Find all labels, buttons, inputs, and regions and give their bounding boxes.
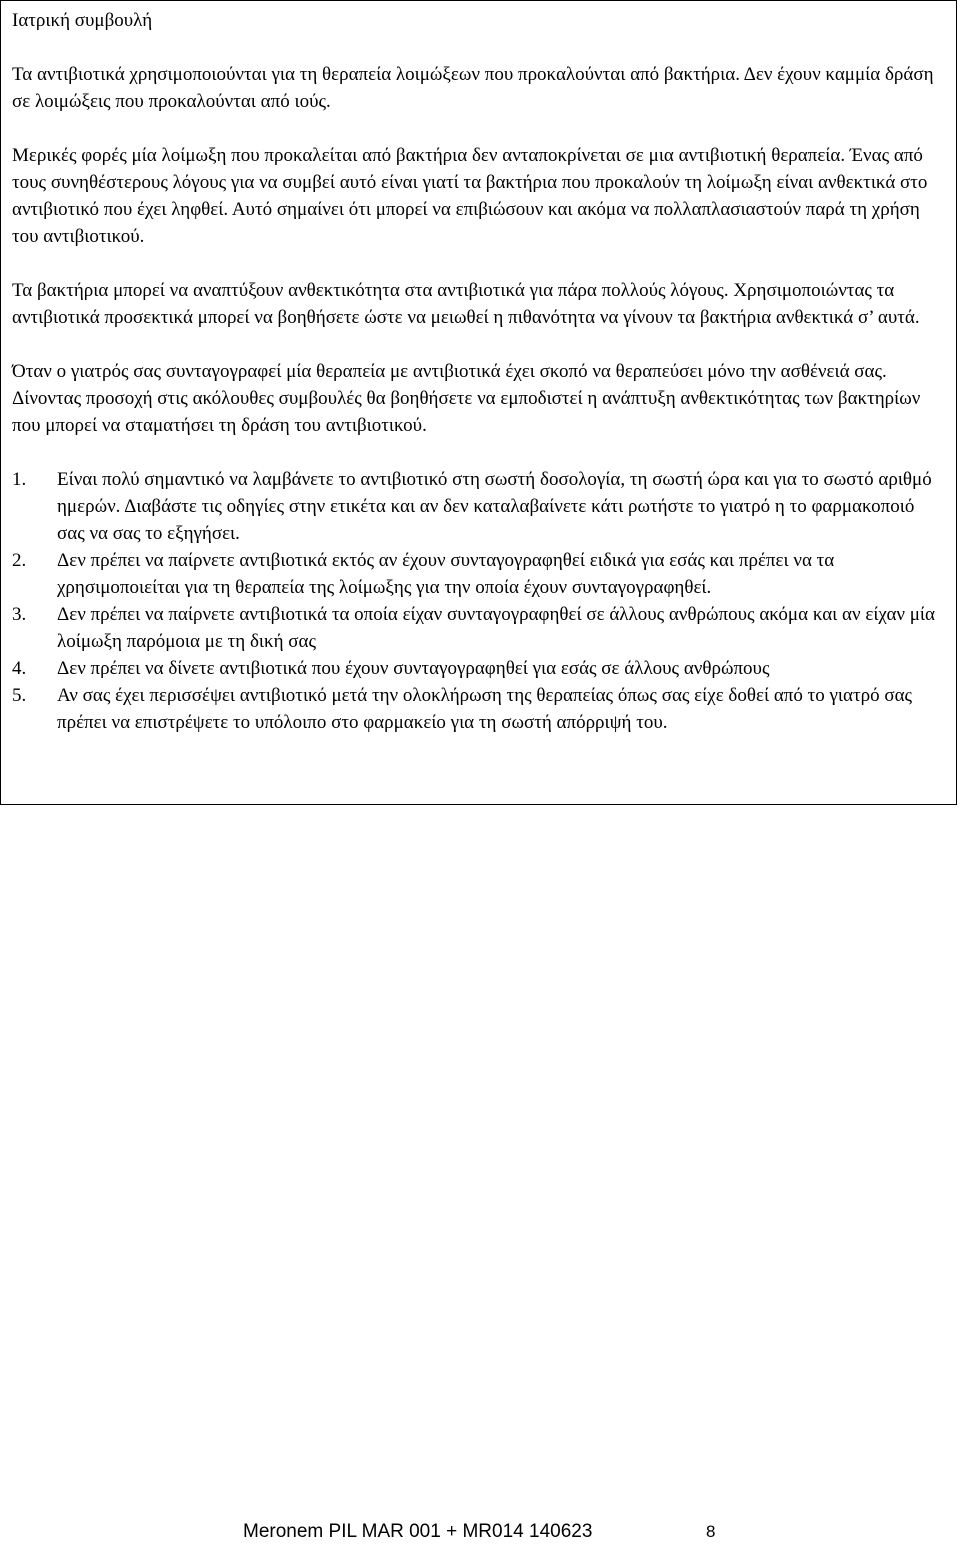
list-item — [12, 601, 942, 655]
list-item — [12, 655, 942, 682]
list-item-text: Αν σας έχει περισσέψει αντιβιοτικό μετά την ολοκλήρωση της θεραπείας όπως σας είχε δοθεί από το γιατρό σας πρέπει να επιστρέψετε το υπόλοιπο στο φαρμακείο για τη σωστή απόρριψή του. — [57, 685, 913, 733]
page-footer — [0, 1520, 960, 1544]
list-item-number: 2. — [12, 550, 27, 571]
list-item-number: 5. — [12, 685, 27, 706]
list-item — [12, 547, 942, 601]
list-item-number: 1. — [12, 469, 27, 490]
paragraph-resistance-explanation: Μερικές φορές μία λοίμωξη που προκαλείται από βακτήρια δεν ανταποκρίνεται σε μια αντιβιοτική θεραπεία. Ένας από τους συνηθέστερους λόγους για να συμβεί αυτό είναι γιατί τα βακτήρια που προκαλούν τη λοίμωξη είναι ανθεκτικά στο αντιβιοτικό που έχει ληφθεί. Αυτό σημαίνει ότι μπορεί να επιβιώσουν και ακόμα να πολλαπλασιαστούν παρά τη χρήση του αντιβιοτικού. — [12, 145, 928, 247]
paragraph-antibiotics-purpose: Τα αντιβιοτικά χρησιμοποιούνται για τη θεραπεία λοιμώξεων που προκαλούνται από βακτήρια. Δεν έχουν καμμία δράση σε λοιμώξεις που προκαλούνται από ιούς. — [12, 64, 934, 112]
advice-content — [12, 7, 942, 736]
paragraph-doctor-advice: Όταν ο γιατρός σας συνταγογραφεί μία θεραπεία με αντιβιοτικά έχει σκοπό να θεραπεύσει μόνο την ασθένειά σας. Δίνοντας προσοχή στις ακόλουθες συμβουλές θα βοηθήσετε να εμποδιστεί η ανάπτυξη ανθεκτικότητας των βακτηρίων που μπορεί να σταματήσει τη δράση του αντιβιοτικού. — [12, 361, 921, 436]
document-code: Meronem PIL MAR 001 + MR014 140623 — [243, 1521, 593, 1542]
list-item — [12, 466, 942, 547]
list-item-text: Δεν πρέπει να παίρνετε αντιβιοτικά εκτός αν έχουν συνταγογραφηθεί ειδικά για εσάς και πρέπει να τα χρησιμοποιείται για τη θεραπεία της λοίμωξης για την οποία έχουν συνταγογραφηθεί. — [57, 550, 835, 598]
section-heading: Ιατρική συμβουλή — [12, 10, 153, 31]
list-item-text: Δεν πρέπει να παίρνετε αντιβιοτικά τα οποία είχαν συνταγογραφηθεί σε άλλους ανθρώπους ακόμα και αν είχαν μία λοίμωξη παρόμοια με τη δική σας — [57, 604, 935, 652]
list-item-number: 3. — [12, 604, 27, 625]
list-item-text: Είναι πολύ σημαντικό να λαμβάνετε το αντιβιοτικό στη σωστή δοσολογία, τη σωστή ώρα και για το σωστό αριθμό ημερών. Διαβάστε τις οδηγίες στην ετικέτα και αν δεν καταλαβαίνετε κάτι ρωτήστε το γιατρό η το φαρμακοποιό σας να σας το εξηγήσει. — [57, 469, 932, 544]
list-item-text: Δεν πρέπει να δίνετε αντιβιοτικά που έχουν συνταγογραφηθεί για εσάς σε άλλους ανθρώπους — [57, 658, 770, 679]
list-item-number: 4. — [12, 658, 27, 679]
page-number: 8 — [706, 1522, 716, 1541]
paragraph-careful-use: Τα βακτήρια μπορεί να αναπτύξουν ανθεκτικότητα στα αντιβιοτικά για πάρα πολλούς λόγους. Χρησιμοποιώντας τα αντιβιοτικά προσεκτικά μπορεί να βοηθήσετε ώστε να μειωθεί η πιθανότητα να γίνουν τα βακτήρια ανθεκτικά σ’ αυτά. — [12, 280, 920, 328]
advice-list — [12, 466, 942, 736]
list-item — [12, 682, 942, 736]
